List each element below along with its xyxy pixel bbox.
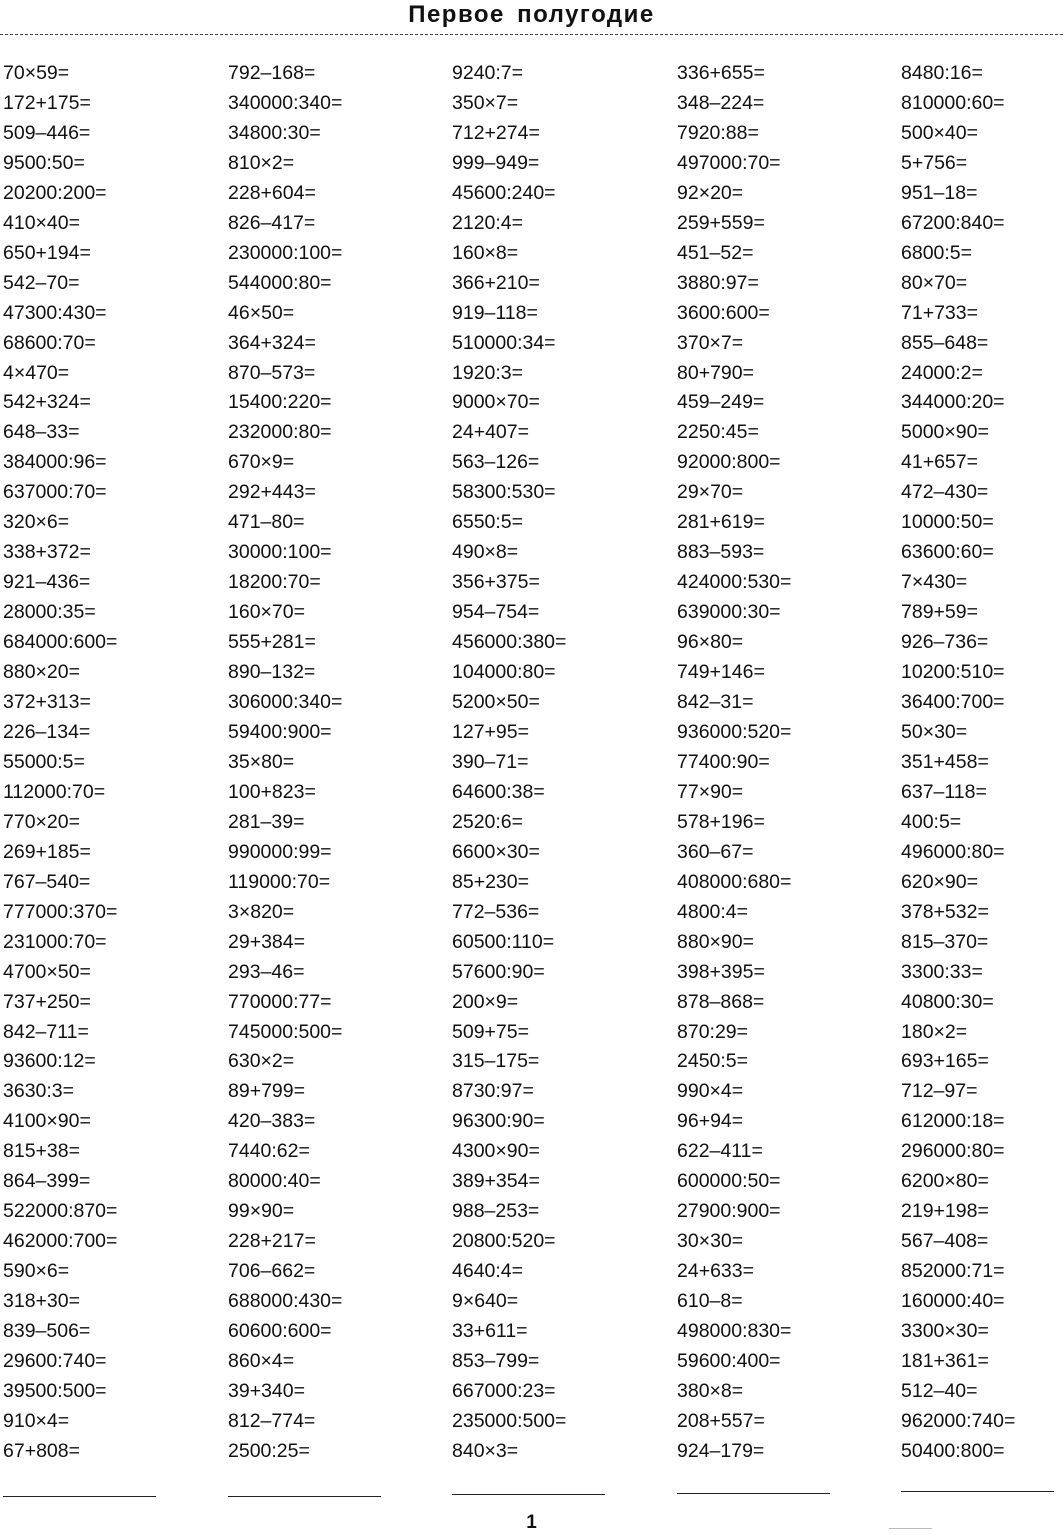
title-divider [0, 34, 1063, 35]
exercise-item: 59400:900= [228, 720, 332, 743]
exercise-item: 293–46= [228, 960, 305, 983]
exercise-item: 921–436= [3, 571, 91, 594]
exercise-item: 40800:30= [901, 990, 994, 1013]
exercise-item: 2450:5= [677, 1050, 749, 1073]
exercise-item: 792–168= [228, 62, 316, 84]
exercise-item: 4800:4= [677, 900, 749, 923]
exercise-item: 522000:870= [3, 1200, 118, 1223]
exercise-item: 160000:40= [901, 1290, 1005, 1313]
exercise-item: 59600:400= [677, 1349, 781, 1372]
exercise-item: 990×4= [677, 1080, 744, 1103]
exercise-item: 36400:700= [901, 691, 1005, 714]
exercise-item: 1920:3= [452, 361, 524, 384]
exercise-item: 777000:370= [3, 900, 118, 923]
exercise-item: 6550:5= [452, 511, 524, 534]
exercise-item: 24+633= [677, 1260, 755, 1283]
page-number: 1 [526, 1512, 537, 1533]
exercise-item: 498000:830= [677, 1320, 792, 1343]
exercise-item: 496000:80= [901, 840, 1005, 863]
exercise-item: 497000:70= [677, 151, 781, 174]
exercise-item: 578+196= [677, 810, 765, 833]
exercise-item: 400:5= [901, 810, 962, 833]
exercise-item: 789+59= [901, 601, 979, 624]
exercise-item: 24000:2= [901, 361, 983, 384]
exercise-item: 459–249= [677, 391, 765, 414]
exercise-item: 398+395= [677, 960, 765, 983]
exercise-item: 3300:33= [901, 960, 983, 983]
exercise-item: 4×470= [3, 361, 70, 384]
exercise-item: 951–18= [901, 181, 978, 204]
exercise-item: 384000:96= [3, 451, 107, 474]
exercise-item: 340000:340= [228, 91, 343, 114]
exercise-item: 39+340= [228, 1379, 306, 1402]
exercise-item: 60500:110= [452, 930, 555, 953]
exercise-item: 30000:100= [228, 541, 332, 564]
exercise-item: 622–411= [677, 1140, 763, 1163]
exercise-item: 77×90= [677, 780, 744, 803]
exercise-item: 336+655= [677, 62, 765, 84]
exercise-item: 92×20= [677, 181, 744, 204]
exercise-item: 2520:6= [452, 810, 524, 833]
exercise-item: 96300:90= [452, 1110, 545, 1133]
exercise-item: 990000:99= [228, 840, 332, 863]
exercise-item: 509–446= [3, 121, 91, 144]
exercise-item: 880×20= [3, 661, 81, 684]
exercise-item: 24+407= [452, 421, 530, 444]
exercise-item: 71+733= [901, 301, 979, 324]
exercise-item: 35×80= [228, 750, 295, 773]
exercise-item: 936000:520= [677, 720, 792, 743]
exercise-item: 670×9= [228, 451, 295, 474]
answer-line [228, 1496, 381, 1497]
exercise-item: 226–134= [3, 720, 91, 743]
exercise-item: 667000:23= [452, 1379, 556, 1402]
exercise-item: 9240:7= [452, 62, 524, 84]
exercise-item: 926–736= [901, 631, 989, 654]
exercise-item: 852000:71= [901, 1260, 1005, 1283]
exercise-item: 770000:77= [228, 990, 332, 1013]
exercise-item: 630×2= [228, 1050, 295, 1073]
exercise-item: 510000:34= [452, 331, 556, 354]
exercise-item: 870–573= [228, 361, 316, 384]
exercise-item: 172+175= [3, 91, 91, 114]
exercise-item: 563–126= [452, 451, 540, 474]
exercise-item: 259+559= [677, 211, 765, 234]
exercise-item: 5+756= [901, 151, 968, 174]
exercise-item: 29600:740= [3, 1349, 107, 1372]
exercise-item: 954–754= [452, 601, 540, 624]
exercise-column [3, 59, 223, 1467]
exercise-item: 85+230= [452, 870, 530, 893]
answer-line [901, 1491, 1054, 1492]
exercise-column [228, 59, 448, 1467]
exercise-item: 92000:800= [677, 451, 781, 474]
exercise-item: 80+790= [677, 361, 755, 384]
exercise-item: 320×6= [3, 511, 70, 534]
exercise-item: 7×430= [901, 571, 968, 594]
exercise-item: 46×50= [228, 301, 295, 324]
exercise-item: 15400:220= [228, 391, 332, 414]
exercise-item: 20800:520= [452, 1230, 556, 1253]
exercise-item: 600000:50= [677, 1170, 781, 1193]
exercise-item: 648–33= [3, 421, 80, 444]
exercise-item: 228+604= [228, 181, 316, 204]
exercise-item: 408000:680= [677, 870, 792, 893]
exercise-item: 555+281= [228, 631, 316, 654]
exercise-item: 269+185= [3, 840, 91, 863]
exercise-item: 208+557= [677, 1409, 765, 1432]
exercise-item: 9×640= [452, 1290, 519, 1313]
exercise-item: 639000:30= [677, 601, 781, 624]
exercise-item: 3630:3= [3, 1080, 75, 1103]
exercise-item: 8480:16= [901, 62, 983, 84]
answer-line [452, 1494, 605, 1495]
exercise-item: 620×90= [901, 870, 979, 893]
exercise-item: 338+372= [3, 541, 91, 564]
exercise-item: 180×2= [901, 1020, 968, 1043]
exercise-item: 815–370= [901, 930, 989, 953]
exercise-item: 650+194= [3, 241, 91, 264]
exercise-item: 27900:900= [677, 1200, 781, 1223]
exercise-item: 542–70= [3, 271, 80, 294]
exercise-item: 853–799= [452, 1349, 540, 1372]
exercise-item: 41+657= [901, 451, 979, 474]
exercise-item: 3×820= [228, 900, 295, 923]
exercise-item: 292+443= [228, 481, 316, 504]
exercise-item: 6600×30= [452, 840, 540, 863]
exercise-item: 39500:500= [3, 1379, 107, 1402]
exercise-item: 318+30= [3, 1290, 81, 1313]
exercise-item: 637000:70= [3, 481, 107, 504]
exercise-column [677, 59, 897, 1467]
exercise-item: 456000:380= [452, 631, 567, 654]
exercise-item: 281–39= [228, 810, 305, 833]
exercise-item: 962000:740= [901, 1409, 1016, 1432]
exercise-item: 462000:700= [3, 1230, 118, 1253]
exercise-item: 745000:500= [228, 1020, 343, 1043]
exercise-item: 810×2= [228, 151, 295, 174]
exercise-item: 348–224= [677, 91, 765, 114]
exercise-item: 471–80= [228, 511, 305, 534]
exercise-item: 389+354= [452, 1170, 540, 1193]
exercise-item: 6800:5= [901, 241, 973, 264]
exercise-item: 366+210= [452, 271, 540, 294]
exercise-item: 10200:510= [901, 661, 1005, 684]
exercise-item: 842–31= [677, 691, 754, 714]
exercise-item: 77400:90= [677, 750, 770, 773]
exercise-item: 378+532= [901, 900, 989, 923]
exercise-item: 810000:60= [901, 91, 1005, 114]
exercise-item: 4640:4= [452, 1260, 524, 1283]
exercise-item: 712–97= [901, 1080, 978, 1103]
exercise-item: 219+198= [901, 1200, 989, 1223]
exercise-item: 2500:25= [228, 1439, 310, 1462]
exercise-item: 67+808= [3, 1439, 81, 1462]
exercise-item: 380×8= [677, 1379, 744, 1402]
exercise-item: 360–67= [677, 840, 754, 863]
exercise-item: 96×80= [677, 631, 744, 654]
exercise-item: 770×20= [3, 810, 81, 833]
exercise-item: 749+146= [677, 661, 765, 684]
exercise-item: 772–536= [452, 900, 540, 923]
exercise-item: 33+611= [452, 1320, 528, 1343]
exercise-item: 712+274= [452, 121, 540, 144]
exercise-item: 34800:30= [228, 121, 321, 144]
exercise-item: 60600:600= [228, 1320, 332, 1343]
exercise-item: 567–408= [901, 1230, 989, 1253]
exercise-item: 883–593= [677, 541, 765, 564]
exercise-item: 855–648= [901, 331, 989, 354]
exercise-item: 160×70= [228, 601, 306, 624]
exercise-item: 235000:500= [452, 1409, 567, 1432]
exercise-item: 590×6= [3, 1260, 70, 1283]
exercise-item: 612000:18= [901, 1110, 1005, 1133]
exercise-column [452, 59, 672, 1467]
exercise-item: 20200:200= [3, 181, 107, 204]
exercise-item: 8730:97= [452, 1080, 534, 1103]
exercise-item: 424000:530= [677, 571, 792, 594]
exercise-item: 70×59= [3, 62, 70, 84]
exercise-item: 4100×90= [3, 1110, 91, 1133]
exercise-item: 57600:90= [452, 960, 545, 983]
exercise-item: 472–430= [901, 481, 989, 504]
exercise-item: 29+384= [228, 930, 306, 953]
exercise-item: 30×30= [677, 1230, 744, 1253]
exercise-item: 637–118= [901, 780, 987, 803]
exercise-item: 999–949= [452, 151, 540, 174]
exercise-item: 7920:88= [677, 121, 759, 144]
exercise-item: 29×70= [677, 481, 744, 504]
answer-line [677, 1493, 830, 1494]
exercise-item: 9500:50= [3, 151, 85, 174]
exercise-item: 55000:5= [3, 750, 85, 773]
exercise-item: 47300:430= [3, 301, 107, 324]
answer-line [3, 1496, 156, 1497]
exercise-item: 99×90= [228, 1200, 295, 1223]
exercise-item: 231000:70= [3, 930, 107, 953]
exercise-item: 410×40= [3, 211, 81, 234]
exercise-item: 230000:100= [228, 241, 343, 264]
exercise-item: 688000:430= [228, 1290, 343, 1313]
exercise-item: 842–711= [3, 1020, 89, 1043]
exercise-item: 693+165= [901, 1050, 989, 1073]
exercise-item: 3300×30= [901, 1320, 989, 1343]
exercise-item: 512–40= [901, 1379, 978, 1402]
exercise-item: 864–399= [3, 1170, 91, 1193]
exercise-item: 3880:97= [677, 271, 759, 294]
exercise-item: 6200×80= [901, 1170, 989, 1193]
exercise-item: 50400:800= [901, 1439, 1005, 1462]
exercise-item: 96+94= [677, 1110, 744, 1133]
exercise-item: 610–8= [677, 1290, 743, 1313]
exercise-item: 767–540= [3, 870, 91, 893]
exercise-item: 127+95= [452, 720, 530, 743]
exercise-item: 344000:20= [901, 391, 1005, 414]
exercise-item: 9000×70= [452, 391, 540, 414]
exercise-item: 870:29= [677, 1020, 749, 1043]
exercise-item: 860×4= [228, 1349, 295, 1372]
exercise-item: 119000:70= [228, 870, 331, 893]
exercise-item: 28000:35= [3, 601, 96, 624]
exercise-item: 10000:50= [901, 511, 994, 534]
exercise-item: 878–868= [677, 990, 765, 1013]
exercise-item: 919–118= [452, 301, 538, 324]
exercise-item: 112000:70= [3, 780, 106, 803]
exercise-item: 684000:600= [3, 631, 118, 654]
exercise-item: 490×8= [452, 541, 519, 564]
exercise-item: 80000:40= [228, 1170, 321, 1193]
exercise-item: 296000:80= [901, 1140, 1005, 1163]
exercise-item: 104000:80= [452, 661, 556, 684]
exercise-column [901, 59, 1063, 1467]
exercise-item: 542+324= [3, 391, 91, 414]
exercise-item: 67200:840= [901, 211, 1005, 234]
exercise-item: 50×30= [901, 720, 968, 743]
exercise-item: 93600:12= [3, 1050, 96, 1073]
exercise-item: 3600:600= [677, 301, 770, 324]
exercise-item: 228+217= [228, 1230, 316, 1253]
exercise-item: 306000:340= [228, 691, 343, 714]
exercise-item: 232000:80= [228, 421, 332, 444]
exercise-item: 826–417= [228, 211, 316, 234]
exercise-item: 2250:45= [677, 421, 759, 444]
exercise-item: 356+375= [452, 571, 540, 594]
exercise-item: 2120:4= [452, 211, 524, 234]
exercise-item: 839–506= [3, 1320, 91, 1343]
exercise-item: 390–71= [452, 750, 529, 773]
exercise-item: 160×8= [452, 241, 519, 264]
exercise-item: 68600:70= [3, 331, 96, 354]
exercise-item: 281+619= [677, 511, 765, 534]
exercise-item: 370×7= [677, 331, 744, 354]
exercise-item: 737+250= [3, 990, 91, 1013]
exercise-item: 64600:38= [452, 780, 545, 803]
exercise-item: 4700×50= [3, 960, 91, 983]
exercise-item: 63600:60= [901, 541, 994, 564]
exercise-item: 840×3= [452, 1439, 519, 1462]
exercise-item: 350×7= [452, 91, 519, 114]
exercise-item: 80×70= [901, 271, 968, 294]
exercise-item: 910×4= [3, 1409, 70, 1432]
exercise-item: 200×9= [452, 990, 519, 1013]
exercise-item: 100+823= [228, 780, 316, 803]
page-title: Первое полугодие [408, 1, 655, 28]
exercise-item: 890–132= [228, 661, 316, 684]
exercise-item: 544000:80= [228, 271, 332, 294]
corner-mark [889, 1528, 932, 1529]
exercise-item: 451–52= [677, 241, 754, 264]
exercise-item: 7440:62= [228, 1140, 310, 1163]
exercise-item: 181+361= [901, 1349, 989, 1372]
exercise-item: 45600:240= [452, 181, 556, 204]
exercise-item: 351+458= [901, 750, 989, 773]
exercise-item: 5000×90= [901, 421, 989, 444]
exercise-item: 89+799= [228, 1080, 306, 1103]
exercise-item: 315–175= [452, 1050, 540, 1073]
exercise-item: 500×40= [901, 121, 979, 144]
exercise-item: 924–179= [677, 1439, 765, 1462]
exercise-item: 18200:70= [228, 571, 321, 594]
exercise-item: 4300×90= [452, 1140, 540, 1163]
exercise-item: 364+324= [228, 331, 316, 354]
exercise-item: 420–383= [228, 1110, 316, 1133]
exercise-item: 372+313= [3, 691, 91, 714]
exercise-item: 5200×50= [452, 691, 540, 714]
exercise-item: 58300:530= [452, 481, 556, 504]
exercise-item: 812–774= [228, 1409, 316, 1432]
exercise-item: 706–662= [228, 1260, 316, 1283]
exercise-item: 509+75= [452, 1020, 530, 1043]
exercise-item: 880×90= [677, 930, 755, 953]
exercise-item: 815+38= [3, 1140, 81, 1163]
exercise-item: 988–253= [452, 1200, 540, 1223]
